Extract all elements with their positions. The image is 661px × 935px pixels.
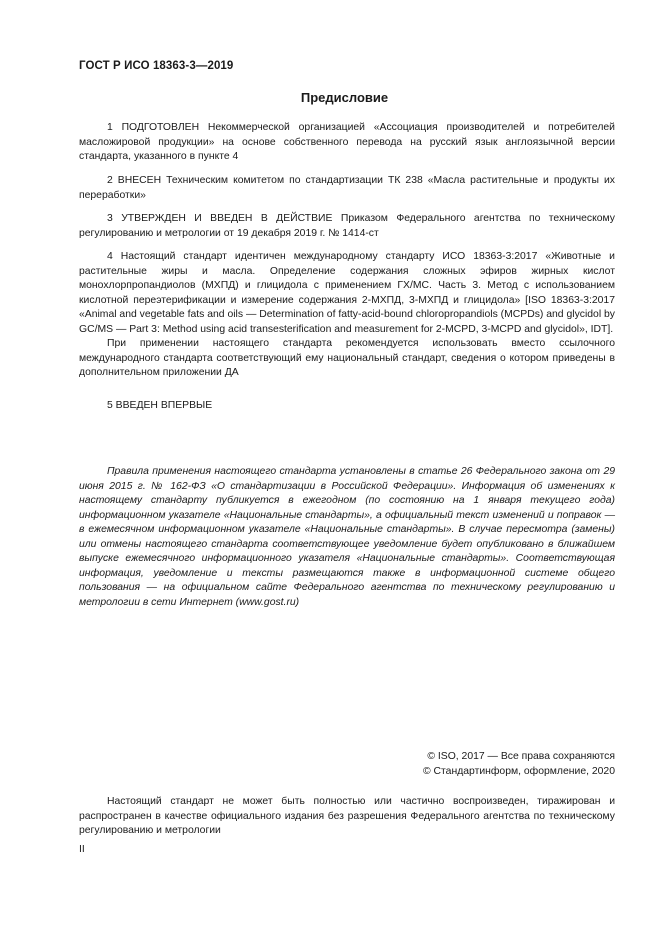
reproduction-notice-block [79,795,615,839]
paragraph-identical-standard: 4 Настоящий стандарт идентичен международному стандарту ИСО 18363-3:2017 «Животные и растительные жиры и масла. Определение содержания сложных эфиров жирных кислот монохлорпропандиолов (МХПД) и глицидола с применением ГХ/МС. Часть 3. Метод с использованием кислотной переэтерификации и измерение содержания 2-МХПД, 3-МХПД и глицидола» [ISO 18363-3:2017 «Animal and vegetable fats and oils — Determination of fatty-acid-bound chloropropandiols (MCPDs) and glycidol by GC/MS — Part 3: Method using acid transesterification and measurement for 2-MCPD, 3-MCPD and glycidol», IDT]. [79,251,615,335]
foreword-item-2 [79,174,615,203]
paragraph-approved: 3 УТВЕРЖДЕН И ВВЕДЕН В ДЕЙСТВИЕ Приказом Федерального агентства по техническому регулированию и метрологии от 19 декабря 2019 г. № 1414-ст [79,213,615,239]
paragraph-introduced: 2 ВНЕСЕН Техническим комитетом по стандартизации ТК 238 «Масла растительные и продукты их переработки» [79,175,615,201]
foreword-item-5 [79,399,615,414]
copyright-block [0,750,615,779]
foreword-item-4 [79,250,615,381]
copyright-standartinform: © Стандартинформ, оформление, 2020 [422,765,615,777]
paragraph-reference-note: При применении настоящего стандарта рекомендуется использовать вместо ссылочного международного стандарта соответствующий ему национальный стандарт, сведения о котором приведены в дополнительном приложении ДА [79,338,615,378]
application-rules-notice [79,465,615,610]
standard-code-header: ГОСТ Р ИСО 18363-3—2019 [79,60,234,72]
page-number: II [79,844,85,855]
paragraph-first-introduced: 5 ВВЕДЕН ВПЕРВЫЕ [107,400,213,411]
copyright-iso: © ISO, 2017 — Все права сохраняются [427,751,615,762]
notice-text: Правила применения настоящего стандарта установлены в статье 26 Федерального закона от 29 июня 2015 г. № 162-ФЗ «О стандартизации в Российской Федерации». Информация об изменениях к настоящему стандарту публикуется в ежегодном (по состоянию на 1 января текущего года) информационном указателе «Национальные стандарты», а официальный текст изменений и поправок — в ежемесячном информационном указателе «Национальные стандарты». В случае пересмотра (замены) или отмены настоящего стандарта соответствующее уведомление будет опубликовано в ближайшем выпуске ежемесячного информационного указателя «Национальные стандарты». Соответствующая информация, уведомление и тексты размещаются также в информационной системе общего пользования — на официальном сайте Федерального агентства по техническому регулированию и метрологии в сети Интернет (www.gost.ru) [79,466,615,608]
reproduction-notice: Настоящий стандарт не может быть полностью или частично воспроизведен, тиражирован и распространен в качестве официального издания без разрешения Федерального агентства по техническому регулированию и метрологии [79,796,615,836]
paragraph-prepared: 1 ПОДГОТОВЛЕН Некоммерческой организацией «Ассоциация производителей и потребителей масложировой продукции» на основе собственного перевода на русский язык англоязычной версии стандарта, указанного в пункте 4 [79,122,615,162]
foreword-item-3 [79,212,615,241]
foreword-item-1 [79,121,615,165]
page-title: Предисловие [300,90,389,105]
